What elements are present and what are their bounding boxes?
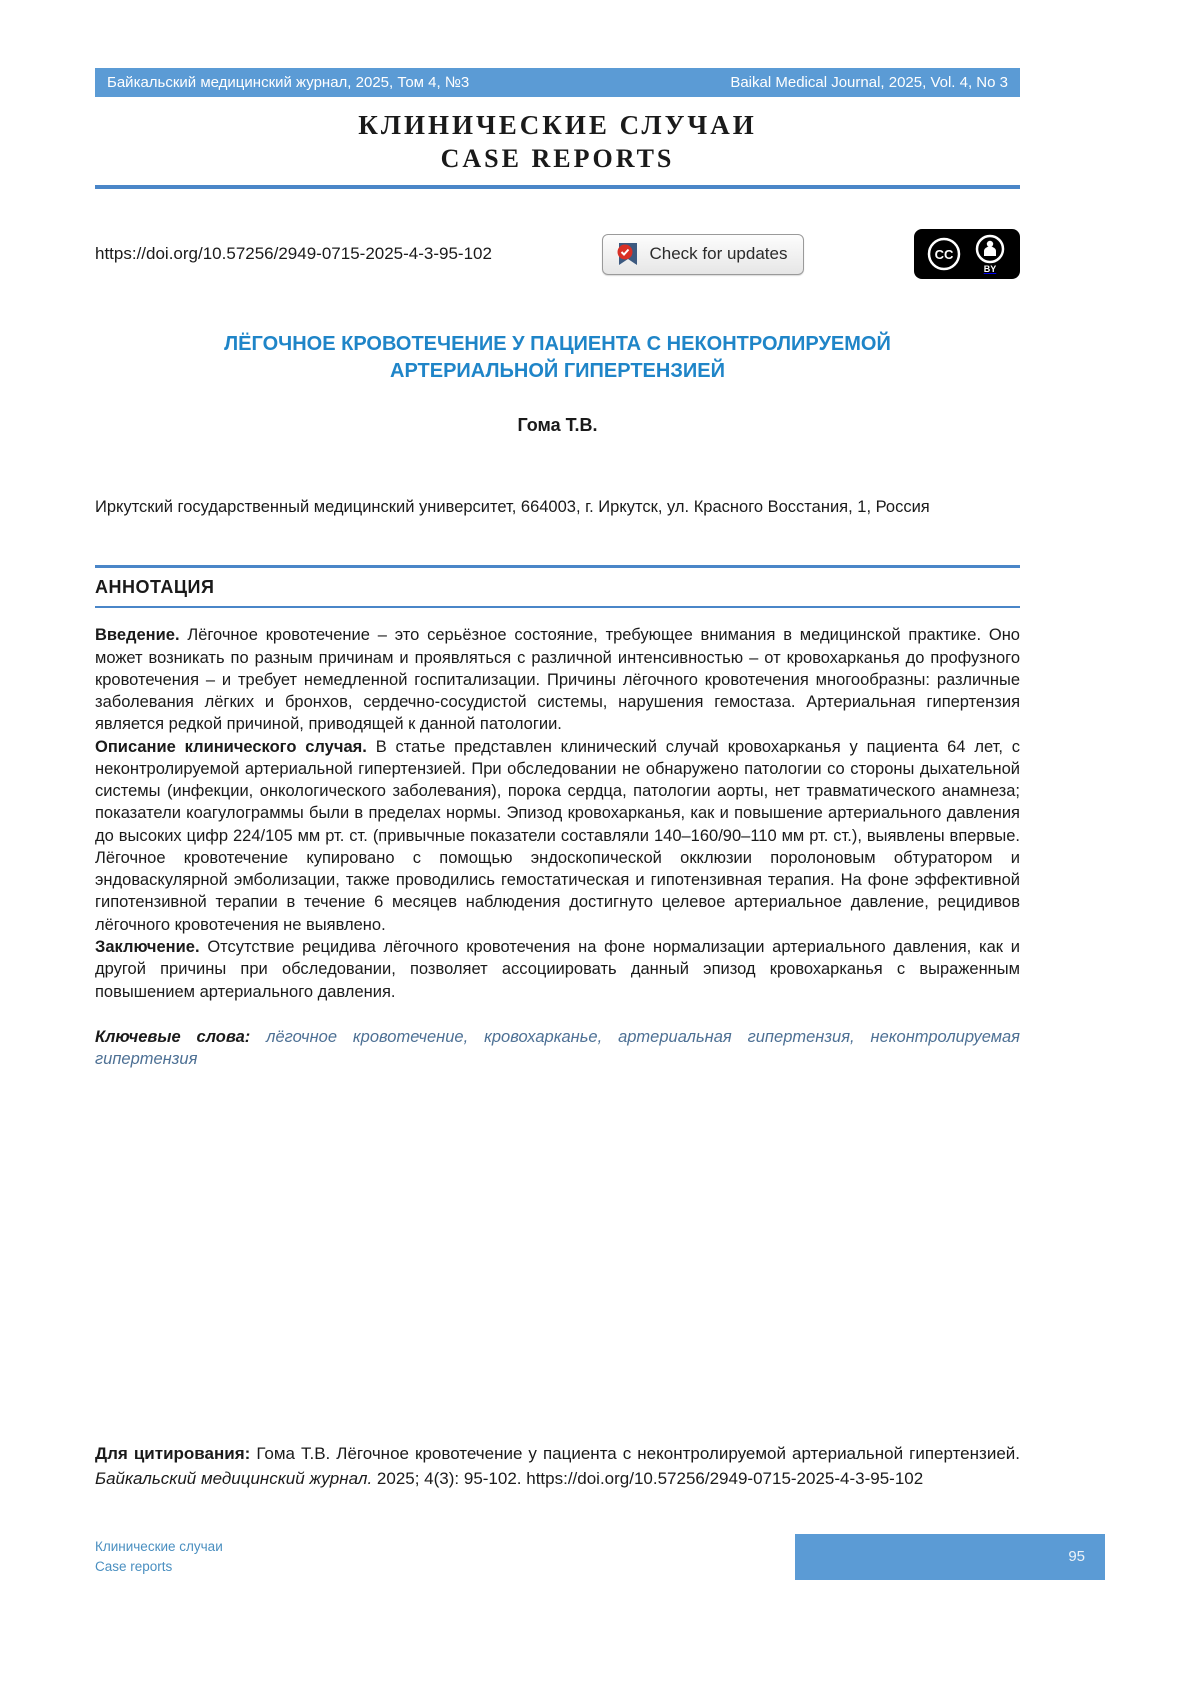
svg-text:CC: CC [934, 247, 954, 263]
footer-section-en: Case reports [95, 1558, 173, 1574]
section-title [95, 109, 1020, 175]
journal-title-ru: Байкальский медицинский журнал, 2025, Том 4, №3 [107, 74, 470, 91]
section-divider-rule [95, 185, 1020, 189]
citation-journal-name: Байкальский медицинский журнал. [95, 1468, 373, 1488]
check-for-updates-button[interactable] [602, 234, 805, 275]
page-number: 95 [1068, 1548, 1085, 1566]
citation-authors-title: Гома Т.В. Лёгочное кровотечение у пациента с неконтролируемой артериальной гипертензией. [256, 1444, 1020, 1464]
article-title: ЛЁГОЧНОЕ КРОВОТЕЧЕНИЕ У ПАЦИЕНТА С НЕКОНТРОЛИРУЕМОЙ АРТЕРИАЛЬНОЙ ГИПЕРТЕНЗИЕЙ [224, 333, 891, 383]
abstract-paragraph-text: Лёгочное кровотечение – это серьёзное состояние, требующее внимания в медицинской практике. Оно может возникать по разным причинам и проявляться с различной интенсивностью – от кровохарканья до профузного кровотечения – и требует немедленной госпитализации. Причины лёгочного кровотечения многообразны: различные заболевания лёгких и бронхов, сердечно-сосудистой системы, нарушения гемостаза. Артериальная гипертензия является редкой причиной, приводящей к данной патологии. [95, 626, 1020, 734]
cc-by-label: BY [983, 264, 997, 275]
doi-row [95, 229, 1020, 279]
citation-issue-doi: 2025; 4(3): 95-102. https://doi.org/10.57256/2949-0715-2025-4-3-95-102 [376, 1468, 924, 1488]
abstract-paragraph-conclusion [95, 936, 1020, 1003]
doi-link[interactable]: https://doi.org/10.57256/2949-0715-2025-4-3-95-102 [95, 244, 492, 264]
abstract-heading: АННОТАЦИЯ [95, 577, 215, 598]
journal-header-bar [95, 68, 1020, 97]
section-title-en: CASE REPORTS [440, 143, 675, 173]
footer-section-ru: Клинические случаи [95, 1539, 223, 1555]
keywords-text: лёгочное кровотечение, кровохарканье, артериальная гипертензия, неконтролируемая гипертензия [95, 1027, 1020, 1069]
citation-label: Для цитирования: [95, 1444, 251, 1464]
abstract-body [95, 624, 1020, 1003]
page-footer [95, 1534, 1085, 1580]
abstract-paragraph-label: Описание клинического случая. [95, 737, 367, 756]
cc-by-person-icon [972, 234, 1008, 274]
abstract-paragraph-label: Введение. [95, 626, 180, 645]
crossmark-icon [615, 241, 641, 267]
citation-block [95, 1442, 1020, 1491]
page-number-box [795, 1534, 1105, 1580]
footer-section-label [95, 1537, 223, 1576]
keywords-label: Ключевые слова: [95, 1027, 251, 1046]
article-author: Гома Т.В. [517, 415, 598, 436]
article-affiliation: Иркутский государственный медицинский университет, 664003, г. Иркутск, ул. Красного Восстания, 1, Россия [95, 498, 930, 517]
abstract-paragraph-text: Отсутствие рецидива лёгочного кровотечения на фоне нормализации артериального давления, как и другой причины при обследовании, позволяет ассоциировать данный эпизод кровохарканья с выраженным повышением артериального давления. [95, 937, 1020, 1001]
abstract-paragraph-case-description [95, 736, 1020, 936]
keywords-block [95, 1026, 1020, 1071]
abstract-rule-top [95, 565, 1020, 568]
abstract-paragraph-text: В статье представлен клинический случай кровохарканья у пациента 64 лет, с неконтролируемой артериальной гипертензией. При обследовании не обнаружено патологии со стороны дыхательной системы (инфекции, онкологического заболевания), порока сердца, патологии аорты, нет травматического анамнеза; показатели коагулограммы были в пределах нормы. Эпизод кровохарканья, как и повышение артериального давления до высоких цифр 224/105 мм рт. ст. (привычные показатели составляли 140–160/90–110 мм рт. ст.), выявлены впервые. Лёгочное кровотечение купировано с помощью эндоскопической окклюзии поролоновым обтуратором и эндоваскулярной эмболизации, также проводились гемостатическая и гипотензивная терапия. На фоне эффективной гипотензивной терапии в течение 6 месяцев наблюдения достигнуто целевое артериальное давление, рецидивов лёгочного кровотечения не выявлено. [95, 737, 1020, 934]
abstract-paragraph-label: Заключение. [95, 937, 200, 956]
abstract-rule-bottom [95, 606, 1020, 608]
abstract-paragraph-introduction [95, 624, 1020, 735]
cc-by-license-badge[interactable] [914, 229, 1020, 279]
journal-title-en: Baikal Medical Journal, 2025, Vol. 4, No 3 [730, 74, 1008, 91]
check-for-updates-label: Check for updates [649, 243, 788, 263]
cc-icon [926, 236, 962, 272]
section-title-ru: КЛИНИЧЕСКИЕ СЛУЧАИ [358, 110, 757, 140]
